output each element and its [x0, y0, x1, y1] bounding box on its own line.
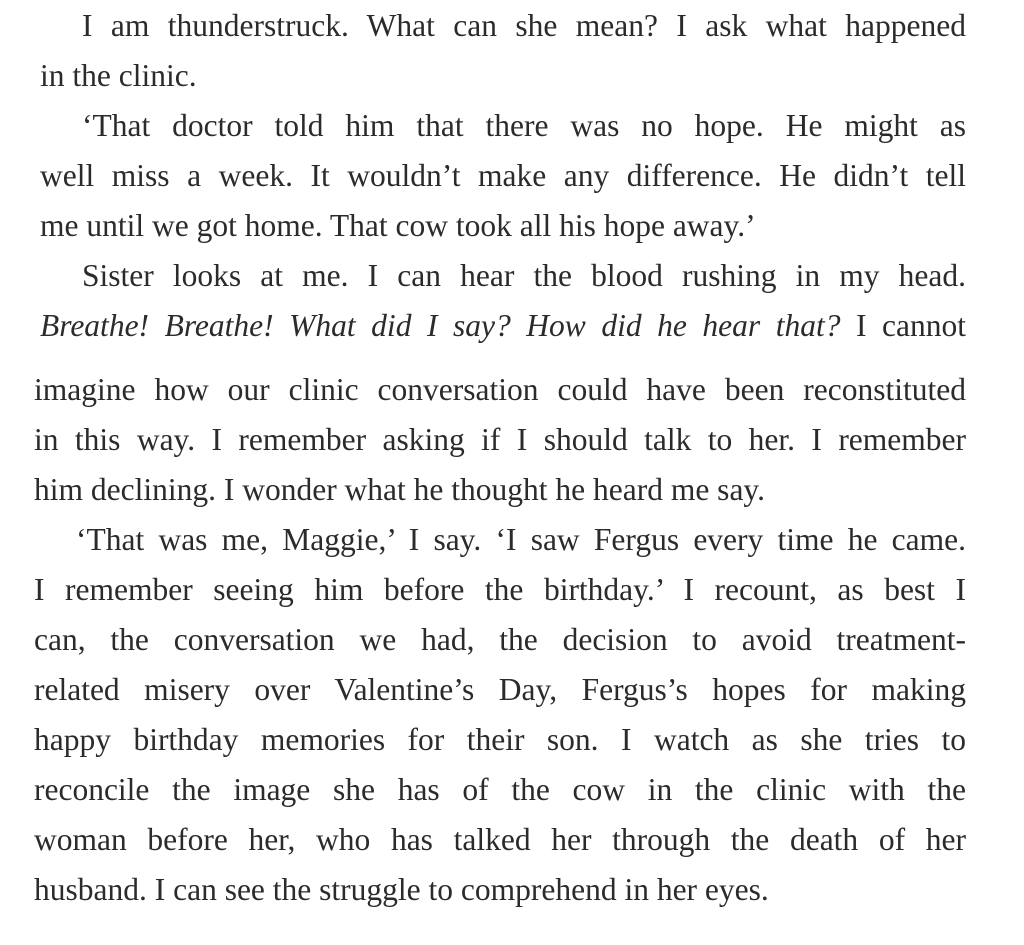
- text-line-mixed: [40, 301, 966, 351]
- text-line: husband. I can see the struggle to comprehend in her eyes.: [34, 872, 769, 907]
- text-line: woman before her, who has talked her through the death of her: [34, 822, 966, 857]
- text-line: I am thunderstruck. What can she mean? I ask what happened: [82, 8, 966, 43]
- text-line: ‘That was me, Maggie,’ I say. ‘I saw Fergus every time he came.: [76, 522, 966, 557]
- text-fragment: I cannot: [840, 308, 966, 343]
- text-line: me until we got home. That cow took all his hope away.’: [40, 208, 756, 243]
- text-line: in the clinic.: [40, 58, 197, 93]
- paragraph-3: [40, 251, 966, 351]
- text-line: ‘That doctor told him that there was no hope. He might as: [82, 108, 966, 143]
- paragraph-4: [34, 515, 966, 915]
- text-line: I remember seeing him before the birthday.’ I recount, as best I: [34, 572, 966, 607]
- text-line: imagine how our clinic conversation could have been reconstituted: [34, 372, 966, 407]
- text-line: related misery over Valentine’s Day, Fergus’s hopes for making: [34, 672, 966, 707]
- text-line: reconcile the image she has of the cow in the clinic with the: [34, 772, 966, 807]
- text-line: him declining. I wonder what he thought he heard me say.: [34, 472, 766, 507]
- text-block-top: [40, 1, 966, 351]
- text-line: well miss a week. It wouldn’t make any difference. He didn’t tell: [40, 158, 966, 193]
- text-line: can, the conversation we had, the decision to avoid treatment-: [34, 622, 966, 657]
- paragraph-2: [40, 101, 966, 251]
- text-block-bottom: [34, 365, 966, 915]
- text-line: Sister looks at me. I can hear the blood rushing in my head.: [82, 258, 966, 293]
- paragraph-1: [40, 1, 966, 101]
- paragraph-3-continued: [34, 365, 966, 515]
- text-line: in this way. I remember asking if I should talk to her. I remember: [34, 422, 966, 457]
- text-line: happy birthday memories for their son. I watch as she tries to: [34, 722, 966, 757]
- italic-thought: Breathe! Breathe! What did I say? How did he hear that?: [40, 308, 841, 343]
